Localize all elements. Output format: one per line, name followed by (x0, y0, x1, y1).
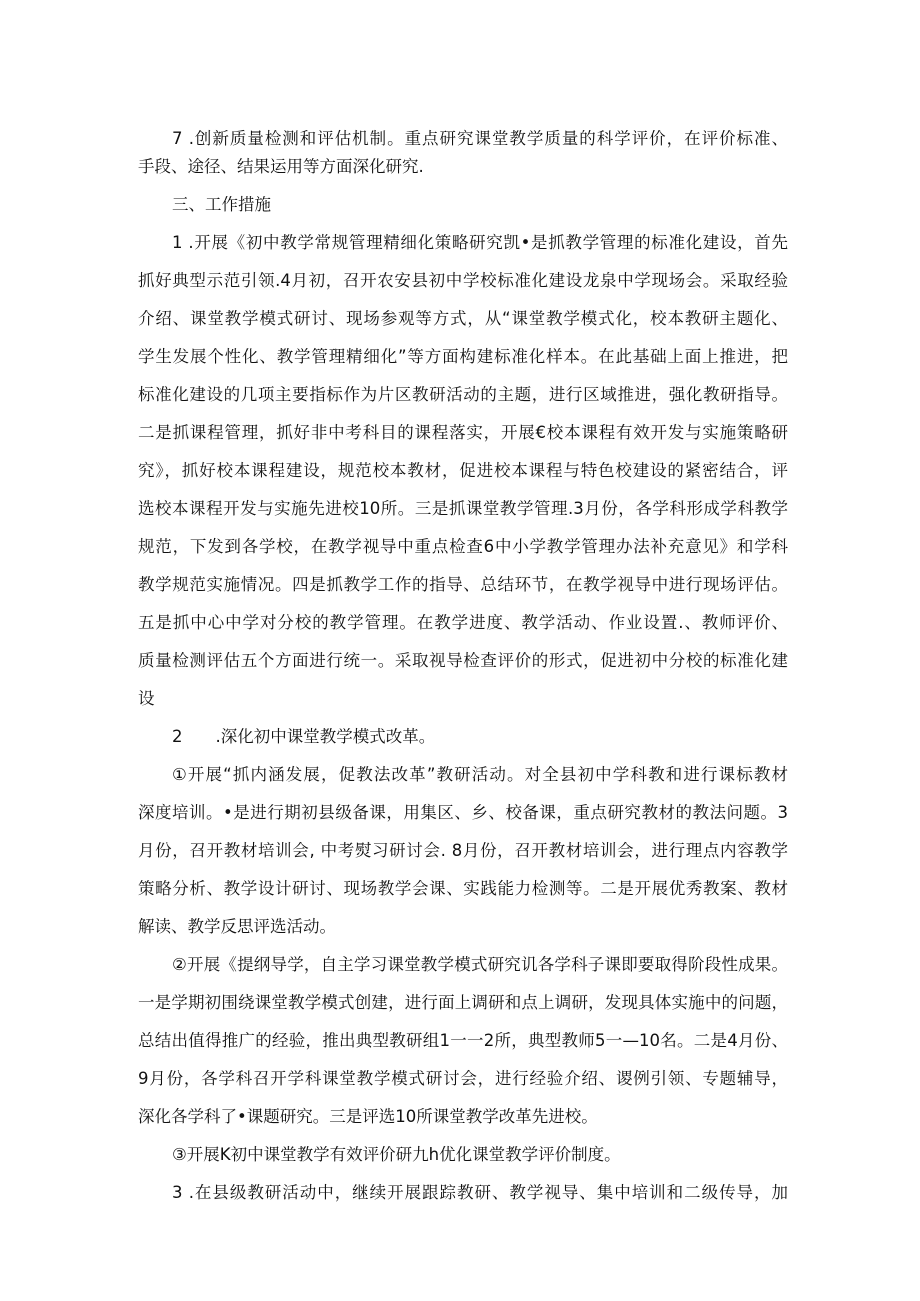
text-line: 解读、教学反思评选活动。 (138, 917, 336, 936)
text-line: 7 .创新质量检测和评估机制。重点研究课堂教学质量的科学评价，在评价标准、 (172, 129, 788, 148)
text-line: 月份，召开教材培训会, 中考熨习研讨会. 8月份，召开教材培训会，进行理点内容教学 (138, 841, 788, 860)
text-line: 9月份，各学科召开学科课堂教学模式研讨会，进行经验介绍、谡例引领、专题辅导， (138, 1069, 788, 1088)
text-line: 深化各学科了•课题研究。三是评选10所课堂教学改革先进校。 (138, 1107, 598, 1126)
text-line: 五是抓中心中学对分校的教学管理。在教学进度、教学活动、作业设置.、教师评价、 (138, 613, 788, 632)
text-line: 抓好典型示范引领.4月初，召开农安县初中学校标准化建设龙泉中学现场会。采取经验 (138, 271, 788, 290)
text-line: ①开展“抓内涵发展，促教法改革”教研活动。对全县初中学科教和进行课标教材 (172, 765, 788, 784)
text-line: 选校本课程开发与实施先进校10所。三是抓课堂教学管理.3月份，各学科形成学科教学 (138, 499, 788, 518)
text-line: 三、工作措施 (172, 195, 271, 214)
text-line: ③开展K初中课堂教学有效评价研九h优化课堂教学评价制度。 (172, 1145, 621, 1164)
text-line: 标准化建设的几项主要指标作为片区教研活动的主题，进行区域推进，强化教研指导。 (138, 385, 788, 404)
text-line: 质量检测评估五个方面进行统一。采取视导检查评价的形式，促进初中分校的标准化建 (138, 651, 788, 670)
text-line: 规范，下发到各学校，在教学视导中重点检查6中小学教学管理办法补充意见》和学科 (138, 537, 788, 556)
text-line: 策略分析、教学设计研讨、现场教学会课、实践能力检测等。二是开展优秀教案、教材 (138, 879, 788, 898)
text-line: 深度培训。•是进行期初县级备课，用集区、乡、校备课，重点研究教材的教法问题。3 (138, 803, 788, 822)
text-line: 介绍、课堂教学模式研讨、现场参观等方式，从“课堂教学模式化，校本教研主题化、 (138, 309, 788, 328)
text-line: 二是抓课程管理，抓好非中考科目的课程落实，开展€校本课程有效开发与实施策略研 (138, 423, 788, 442)
text-line: ②开展《提纲导学，自主学习课堂教学模式研究讥各学科子课即要取得阶段性成果。 (172, 955, 788, 974)
text-line: 手段、途径、结果运用等方面深化研究. (138, 157, 424, 176)
text-line: 教学规范实施情况。四是抓教学工作的指导、总结环节，在教学视导中进行现场评估。 (138, 575, 788, 594)
text-line: 1 .开展《初中教学常规管理精细化策略研究凯•是抓教学管理的标准化建设，首先 (172, 233, 788, 252)
text-line: 设 (138, 689, 155, 708)
text-line: 一是学期初围绕课堂教学模式创建，进行面上调研和点上调研，发现具体实施中的问题， (138, 993, 788, 1012)
text-line: 总结出值得推广的经验，推出典型教研组1一一2所，典型教师5一—10名。二是4月份、 (138, 1031, 788, 1050)
text-line: 学生发展个性化、教学管理精细化”等方面构建标准化样本。在此基础上面上推进，把 (138, 347, 788, 366)
text-line: 3 .在县级教研活动中，继续开展跟踪教研、教学视导、集中培训和二级传导，加 (172, 1183, 788, 1202)
text-line: 究》，抓好校本课程建设，规范校本教材，促进校本课程与特色校建设的紧密结合，评 (138, 461, 788, 480)
text-line: 2 .深化初中课堂教学模式改革。 (172, 727, 436, 746)
